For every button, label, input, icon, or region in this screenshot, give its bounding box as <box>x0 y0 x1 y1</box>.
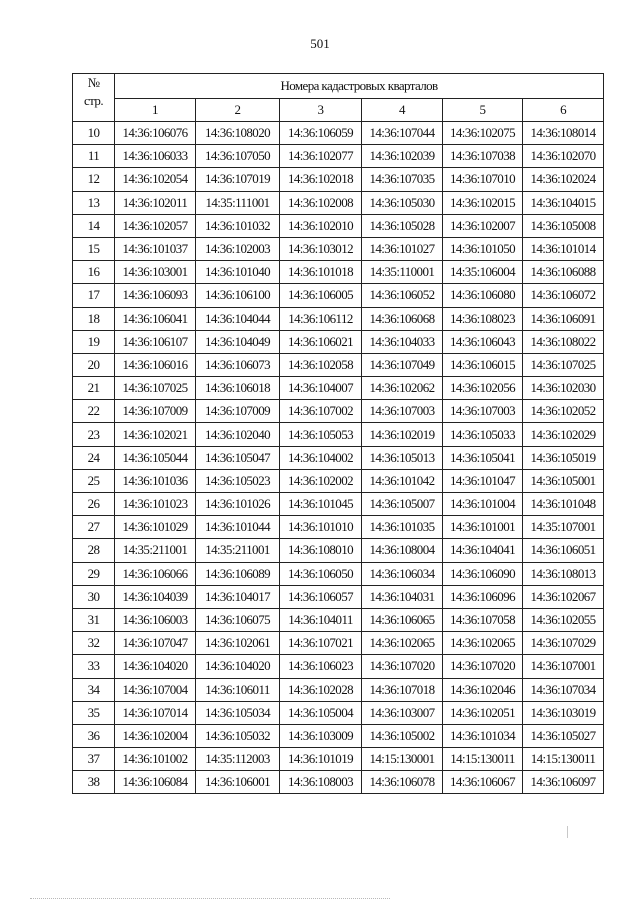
table-row <box>73 214 604 237</box>
cadastral-number-cell: 14:36:107020 <box>362 655 443 678</box>
table-row <box>73 145 604 168</box>
row-number-cell: 13 <box>73 191 115 214</box>
cadastral-number-cell: 14:36:108022 <box>523 330 604 353</box>
page-number: 501 <box>310 36 330 51</box>
cadastral-number-cell: 14:36:103007 <box>362 701 443 724</box>
cadastral-number-cell: 14:36:106112 <box>280 307 362 330</box>
row-number-cell: 16 <box>73 261 115 284</box>
group-header: Номера кадастровых кварталов <box>115 74 604 99</box>
cadastral-number-cell: 14:36:108014 <box>523 122 604 145</box>
table-row <box>73 261 604 284</box>
cadastral-number-cell: 14:36:107038 <box>443 145 523 168</box>
cadastral-number-cell: 14:36:101026 <box>196 493 280 516</box>
cadastral-number-cell: 14:36:102003 <box>196 237 280 260</box>
table-row <box>73 771 604 794</box>
row-number-cell: 25 <box>73 469 115 492</box>
cadastral-number-cell: 14:36:102075 <box>443 122 523 145</box>
cadastral-number-cell: 14:36:106018 <box>196 377 280 400</box>
cadastral-number-cell: 14:36:102015 <box>443 191 523 214</box>
cadastral-number-cell: 14:36:102007 <box>443 214 523 237</box>
cadastral-number-cell: 14:36:104020 <box>196 655 280 678</box>
cadastral-number-cell: 14:36:108013 <box>523 562 604 585</box>
table-row <box>73 562 604 585</box>
table-row <box>73 632 604 655</box>
row-number-cell: 18 <box>73 307 115 330</box>
cadastral-number-cell: 14:36:102046 <box>443 678 523 701</box>
cadastral-number-cell: 14:36:102011 <box>115 191 196 214</box>
cadastral-number-cell: 14:36:106090 <box>443 562 523 585</box>
cadastral-number-cell: 14:36:105002 <box>362 724 443 747</box>
cadastral-number-cell: 14:36:104041 <box>443 539 523 562</box>
cadastral-number-cell: 14:36:105023 <box>196 469 280 492</box>
table-row <box>73 585 604 608</box>
cadastral-number-cell: 14:36:107035 <box>362 168 443 191</box>
cadastral-number-cell: 14:36:107003 <box>443 400 523 423</box>
row-number-cell: 31 <box>73 608 115 631</box>
cadastral-number-cell: 14:36:104007 <box>280 377 362 400</box>
cadastral-number-cell: 14:36:102065 <box>443 632 523 655</box>
table-row <box>73 539 604 562</box>
row-number-cell: 38 <box>73 771 115 794</box>
cadastral-number-cell: 14:36:102004 <box>115 724 196 747</box>
cadastral-number-cell: 14:36:106073 <box>196 353 280 376</box>
cadastral-number-cell: 14:36:106033 <box>115 145 196 168</box>
table-row <box>73 608 604 631</box>
cadastral-number-cell: 14:36:101029 <box>115 516 196 539</box>
cadastral-number-cell: 14:36:106067 <box>443 771 523 794</box>
table-row <box>73 400 604 423</box>
column-header: 4 <box>362 99 443 122</box>
cadastral-number-cell: 14:36:106034 <box>362 562 443 585</box>
cadastral-number-cell: 14:36:102054 <box>115 168 196 191</box>
cadastral-number-cell: 14:36:105007 <box>362 493 443 516</box>
cadastral-number-cell: 14:36:103009 <box>280 724 362 747</box>
cadastral-number-cell: 14:36:102008 <box>280 191 362 214</box>
cadastral-number-cell: 14:36:106065 <box>362 608 443 631</box>
table-row <box>73 493 604 516</box>
cadastral-number-cell: 14:36:101037 <box>115 237 196 260</box>
row-number-cell: 36 <box>73 724 115 747</box>
cadastral-number-cell: 14:15:130011 <box>523 748 604 771</box>
cadastral-number-cell: 14:36:106023 <box>280 655 362 678</box>
cadastral-number-cell: 14:36:106072 <box>523 284 604 307</box>
table-row <box>73 122 604 145</box>
cadastral-number-cell: 14:36:106052 <box>362 284 443 307</box>
row-number-cell: 23 <box>73 423 115 446</box>
cadastral-number-cell: 14:36:102067 <box>523 585 604 608</box>
cadastral-number-cell: 14:36:106003 <box>115 608 196 631</box>
cadastral-number-cell: 14:36:107021 <box>280 632 362 655</box>
cadastral-number-cell: 14:36:104015 <box>523 191 604 214</box>
cadastral-number-cell: 14:36:104020 <box>115 655 196 678</box>
cadastral-number-cell: 14:36:107009 <box>115 400 196 423</box>
cadastral-number-cell: 14:36:107014 <box>115 701 196 724</box>
header-row-columns <box>73 99 604 122</box>
cadastral-number-cell: 14:36:107050 <box>196 145 280 168</box>
cadastral-number-cell: 14:36:101042 <box>362 469 443 492</box>
cadastral-number-cell: 14:36:106078 <box>362 771 443 794</box>
cadastral-number-cell: 14:36:107049 <box>362 353 443 376</box>
row-number-cell: 22 <box>73 400 115 423</box>
row-number-cell: 37 <box>73 748 115 771</box>
table-row <box>73 748 604 771</box>
row-number-cell: 12 <box>73 168 115 191</box>
cadastral-number-cell: 14:36:106011 <box>196 678 280 701</box>
cadastral-number-cell: 14:36:103019 <box>523 701 604 724</box>
cadastral-number-cell: 14:36:101045 <box>280 493 362 516</box>
cadastral-number-cell: 14:36:105034 <box>196 701 280 724</box>
cadastral-number-cell: 14:36:105041 <box>443 446 523 469</box>
table-row <box>73 701 604 724</box>
row-number-cell: 27 <box>73 516 115 539</box>
cadastral-number-cell: 14:35:107001 <box>523 516 604 539</box>
cadastral-number-cell: 14:36:101001 <box>443 516 523 539</box>
cadastral-number-cell: 14:36:102065 <box>362 632 443 655</box>
table-row <box>73 284 604 307</box>
cadastral-number-cell: 14:36:107034 <box>523 678 604 701</box>
cadastral-number-cell: 14:36:102028 <box>280 678 362 701</box>
cadastral-number-cell: 14:36:102039 <box>362 145 443 168</box>
row-number-cell: 33 <box>73 655 115 678</box>
cadastral-number-cell: 14:36:105028 <box>362 214 443 237</box>
cadastral-number-cell: 14:36:107019 <box>196 168 280 191</box>
row-number-cell: 10 <box>73 122 115 145</box>
cadastral-number-cell: 14:36:107018 <box>362 678 443 701</box>
row-number-cell: 20 <box>73 353 115 376</box>
cadastral-number-cell: 14:36:101044 <box>196 516 280 539</box>
cadastral-number-cell: 14:36:106107 <box>115 330 196 353</box>
cadastral-number-cell: 14:36:104033 <box>362 330 443 353</box>
cadastral-number-cell: 14:36:101018 <box>280 261 362 284</box>
row-number-cell: 28 <box>73 539 115 562</box>
cadastral-number-cell: 14:36:107001 <box>523 655 604 678</box>
cadastral-number-cell: 14:36:106059 <box>280 122 362 145</box>
table-row <box>73 724 604 747</box>
table-row <box>73 678 604 701</box>
cadastral-number-cell: 14:36:106093 <box>115 284 196 307</box>
cadastral-number-cell: 14:36:102058 <box>280 353 362 376</box>
cadastral-number-cell: 14:36:102002 <box>280 469 362 492</box>
cadastral-number-cell: 14:36:105032 <box>196 724 280 747</box>
cadastral-number-cell: 14:36:107025 <box>115 377 196 400</box>
row-number-cell: 15 <box>73 237 115 260</box>
row-number-header-line1: № <box>87 75 100 90</box>
cadastral-number-cell: 14:36:108010 <box>280 539 362 562</box>
table-row <box>73 353 604 376</box>
cadastral-number-cell: 14:36:102024 <box>523 168 604 191</box>
cadastral-number-cell: 14:35:111001 <box>196 191 280 214</box>
cadastral-number-cell: 14:36:106097 <box>523 771 604 794</box>
row-number-cell: 29 <box>73 562 115 585</box>
cadastral-number-cell: 14:36:102055 <box>523 608 604 631</box>
cadastral-number-cell: 14:36:101034 <box>443 724 523 747</box>
cadastral-number-cell: 14:35:106004 <box>443 261 523 284</box>
cadastral-number-cell: 14:36:105013 <box>362 446 443 469</box>
row-number-cell: 19 <box>73 330 115 353</box>
row-number-header-line2: стр. <box>84 93 103 108</box>
cadastral-number-cell: 14:35:110001 <box>362 261 443 284</box>
cadastral-number-cell: 14:35:211001 <box>115 539 196 562</box>
table-row <box>73 655 604 678</box>
cadastral-number-cell: 14:36:107047 <box>115 632 196 655</box>
cadastral-number-cell: 14:36:107002 <box>280 400 362 423</box>
cadastral-number-cell: 14:15:130011 <box>443 748 523 771</box>
scan-artifact-mark <box>567 826 568 838</box>
cadastral-number-cell: 14:36:101023 <box>115 493 196 516</box>
cadastral-number-cell: 14:36:104044 <box>196 307 280 330</box>
row-number-cell: 35 <box>73 701 115 724</box>
cadastral-number-cell: 14:35:112003 <box>196 748 280 771</box>
cadastral-number-cell: 14:36:106068 <box>362 307 443 330</box>
cadastral-number-cell: 14:36:102051 <box>443 701 523 724</box>
cadastral-number-cell: 14:36:104039 <box>115 585 196 608</box>
cadastral-number-cell: 14:36:107025 <box>523 353 604 376</box>
cadastral-number-cell: 14:36:107004 <box>115 678 196 701</box>
cadastral-number-cell: 14:36:107009 <box>196 400 280 423</box>
row-number-cell: 34 <box>73 678 115 701</box>
table-row <box>73 423 604 446</box>
cadastral-number-cell: 14:36:106021 <box>280 330 362 353</box>
table-row <box>73 168 604 191</box>
table-row <box>73 446 604 469</box>
column-header: 6 <box>523 99 604 122</box>
cadastral-number-cell: 14:36:102061 <box>196 632 280 655</box>
scan-artifact-line <box>30 898 390 901</box>
cadastral-number-cell: 14:36:107010 <box>443 168 523 191</box>
cadastral-number-cell: 14:36:101047 <box>443 469 523 492</box>
cadastral-number-cell: 14:36:101040 <box>196 261 280 284</box>
cadastral-number-cell: 14:36:107003 <box>362 400 443 423</box>
cadastral-number-cell: 14:36:106041 <box>115 307 196 330</box>
table-body <box>73 122 604 794</box>
cadastral-number-cell: 14:36:101035 <box>362 516 443 539</box>
row-number-cell: 32 <box>73 632 115 655</box>
cadastral-number-cell: 14:36:107044 <box>362 122 443 145</box>
cadastral-number-cell: 14:36:101027 <box>362 237 443 260</box>
cadastral-number-cell: 14:36:102019 <box>362 423 443 446</box>
cadastral-number-cell: 14:36:108020 <box>196 122 280 145</box>
cadastral-number-cell: 14:36:106066 <box>115 562 196 585</box>
row-number-cell: 26 <box>73 493 115 516</box>
cadastral-number-cell: 14:36:101050 <box>443 237 523 260</box>
cadastral-number-cell: 14:36:102021 <box>115 423 196 446</box>
cadastral-number-cell: 14:36:101019 <box>280 748 362 771</box>
table-row <box>73 469 604 492</box>
cadastral-number-cell: 14:36:108003 <box>280 771 362 794</box>
cadastral-number-cell: 14:36:105001 <box>523 469 604 492</box>
row-number-cell: 21 <box>73 377 115 400</box>
cadastral-number-cell: 14:36:106096 <box>443 585 523 608</box>
cadastral-number-cell: 14:36:106057 <box>280 585 362 608</box>
row-number-cell: 17 <box>73 284 115 307</box>
cadastral-number-cell: 14:36:107058 <box>443 608 523 631</box>
cadastral-number-cell: 14:36:106050 <box>280 562 362 585</box>
cadastral-number-cell: 14:36:105008 <box>523 214 604 237</box>
cadastral-number-cell: 14:36:102010 <box>280 214 362 237</box>
cadastral-number-cell: 14:36:102052 <box>523 400 604 423</box>
cadastral-number-cell: 14:36:102029 <box>523 423 604 446</box>
cadastral-number-cell: 14:36:104031 <box>362 585 443 608</box>
cadastral-number-cell: 14:36:105030 <box>362 191 443 214</box>
row-number-cell: 14 <box>73 214 115 237</box>
column-header: 3 <box>280 99 362 122</box>
cadastral-number-cell: 14:36:102057 <box>115 214 196 237</box>
cadastral-number-cell: 14:36:106051 <box>523 539 604 562</box>
cadastral-number-cell: 14:36:106100 <box>196 284 280 307</box>
table-row <box>73 377 604 400</box>
cadastral-number-cell: 14:36:103012 <box>280 237 362 260</box>
cadastral-number-cell: 14:36:105019 <box>523 446 604 469</box>
table-row <box>73 330 604 353</box>
table-row <box>73 237 604 260</box>
cadastral-number-cell: 14:36:106080 <box>443 284 523 307</box>
cadastral-number-cell: 14:36:105004 <box>280 701 362 724</box>
cadastral-number-cell: 14:36:102030 <box>523 377 604 400</box>
cadastral-number-cell: 14:36:106016 <box>115 353 196 376</box>
cadastral-number-cell: 14:36:106088 <box>523 261 604 284</box>
cadastral-number-cell: 14:36:102077 <box>280 145 362 168</box>
column-header: 1 <box>115 99 196 122</box>
cadastral-number-cell: 14:36:106005 <box>280 284 362 307</box>
cadastral-number-cell: 14:36:102062 <box>362 377 443 400</box>
table-row <box>73 307 604 330</box>
cadastral-number-cell: 14:15:130001 <box>362 748 443 771</box>
cadastral-number-cell: 14:36:108023 <box>443 307 523 330</box>
row-number-cell: 24 <box>73 446 115 469</box>
column-header: 2 <box>196 99 280 122</box>
header-row-group <box>73 74 604 99</box>
row-number-cell: 30 <box>73 585 115 608</box>
cadastral-number-cell: 14:36:106075 <box>196 608 280 631</box>
cadastral-number-cell: 14:36:106043 <box>443 330 523 353</box>
cadastral-number-cell: 14:36:101014 <box>523 237 604 260</box>
cadastral-number-cell: 14:36:104049 <box>196 330 280 353</box>
cadastral-number-cell: 14:36:104017 <box>196 585 280 608</box>
cadastral-number-cell: 14:36:106076 <box>115 122 196 145</box>
cadastral-number-cell: 14:36:102040 <box>196 423 280 446</box>
cadastral-number-cell: 14:36:106015 <box>443 353 523 376</box>
cadastral-number-cell: 14:36:105053 <box>280 423 362 446</box>
cadastral-number-cell: 14:36:108004 <box>362 539 443 562</box>
cadastral-number-cell: 14:36:101004 <box>443 493 523 516</box>
row-number-cell: 11 <box>73 145 115 168</box>
cadastral-quarters-table <box>72 73 604 794</box>
cadastral-number-cell: 14:36:101002 <box>115 748 196 771</box>
cadastral-number-cell: 14:36:102070 <box>523 145 604 168</box>
cadastral-number-cell: 14:36:103001 <box>115 261 196 284</box>
cadastral-number-cell: 14:36:105033 <box>443 423 523 446</box>
cadastral-number-cell: 14:36:101032 <box>196 214 280 237</box>
cadastral-number-cell: 14:36:105047 <box>196 446 280 469</box>
cadastral-number-cell: 14:36:105044 <box>115 446 196 469</box>
cadastral-number-cell: 14:36:101036 <box>115 469 196 492</box>
cadastral-number-cell: 14:36:107020 <box>443 655 523 678</box>
table-row <box>73 191 604 214</box>
cadastral-number-cell: 14:36:106001 <box>196 771 280 794</box>
cadastral-number-cell: 14:36:106091 <box>523 307 604 330</box>
cadastral-number-cell: 14:36:105027 <box>523 724 604 747</box>
column-header: 5 <box>443 99 523 122</box>
cadastral-number-cell: 14:36:102056 <box>443 377 523 400</box>
cadastral-number-cell: 14:36:106089 <box>196 562 280 585</box>
row-number-header <box>73 74 115 122</box>
cadastral-number-cell: 14:36:101048 <box>523 493 604 516</box>
cadastral-number-cell: 14:36:104002 <box>280 446 362 469</box>
table-row <box>73 516 604 539</box>
cadastral-number-cell: 14:36:104011 <box>280 608 362 631</box>
cadastral-number-cell: 14:36:102018 <box>280 168 362 191</box>
cadastral-number-cell: 14:36:101010 <box>280 516 362 539</box>
cadastral-number-cell: 14:36:106084 <box>115 771 196 794</box>
cadastral-number-cell: 14:36:107029 <box>523 632 604 655</box>
cadastral-number-cell: 14:35:211001 <box>196 539 280 562</box>
